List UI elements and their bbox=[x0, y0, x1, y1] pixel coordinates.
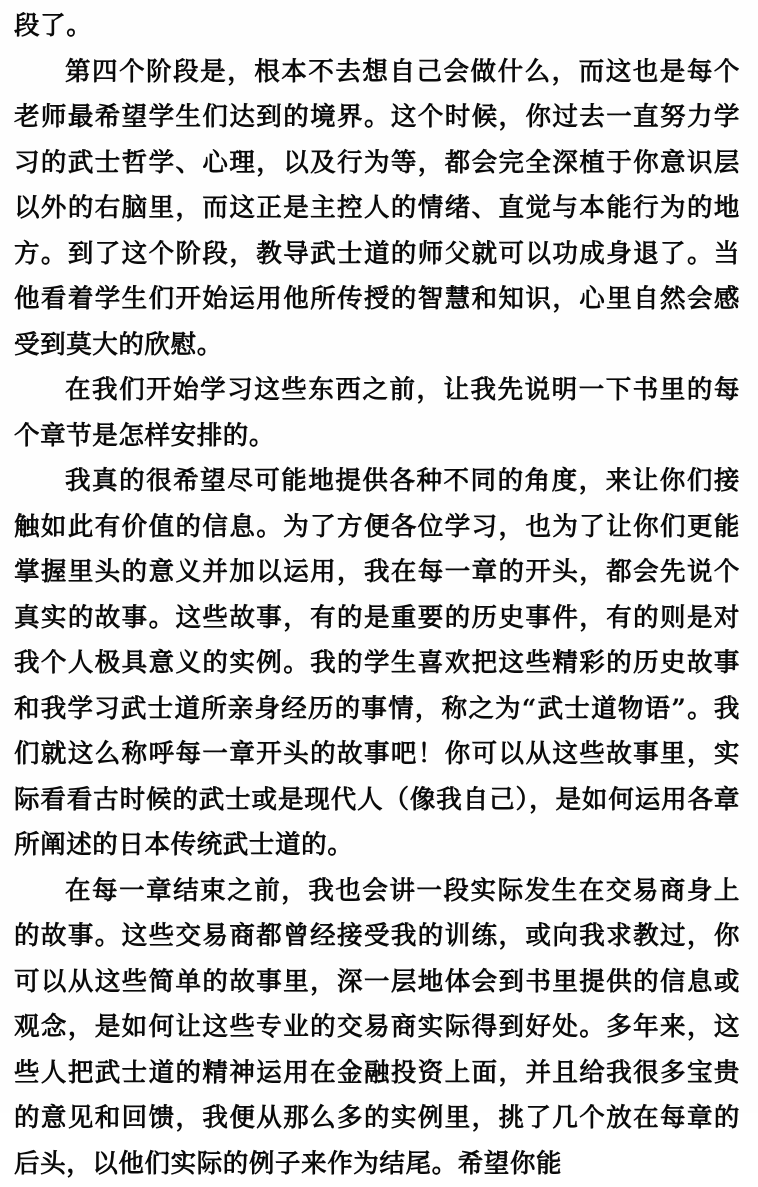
paragraph-2: 第四个阶段是，根本不去想自己会做什么，而这也是每个老师最希望学生们达到的境界。这个时候，你过去一直努力学习的武士哲学、心理，以及行为等，都会完全深植于你意识层以外的右脑里，而这正是主控人的情绪、直觉与本能行为的地方。到了这个阶段，教导武士道的师父就可以功成身退了。当他看着学生们开始运用他所传授的智慧和知识，心里自然会感受到莫大的欣慰。 bbox=[14, 50, 740, 369]
paragraph-4: 我真的很希望尽可能地提供各种不同的角度，来让你们接触如此有价值的信息。为了方便各位学习，也为了让你们更能掌握里头的意义并加以运用，我在每一章的开头，都会先说个真实的故事。这些故事，有的是重要的历史事件，有的则是对我个人极具意义的实例。我的学生喜欢把这些精彩的历史故事和我学习武士道所亲身经历的事情，称之为“武士道物语”。我们就这么称呼每一章开头的故事吧！你可以从这些故事里，实际看看古时候的武士或是现代人（像我自己），是如何运用各章所阐述的日本传统武士道的。 bbox=[14, 459, 740, 869]
paragraph-1: 段了。 bbox=[14, 4, 740, 50]
paragraph-5: 在每一章结束之前，我也会讲一段实际发生在交易商身上的故事。这些交易商都曾经接受我的训练，或向我求教过，你可以从这些简单的故事里，深一层地体会到书里提供的信息或观念，是如何让这些专业的交易商实际得到好处。多年来，这些人把武士道的精神运用在金融投资上面，并且给我很多宝贵的意见和回馈，我便从那么多的实例里，挑了几个放在每章的后头，以他们实际的例子来作为结尾。希望你能 bbox=[14, 869, 740, 1187]
page-body bbox=[14, 4, 740, 1187]
paragraph-3: 在我们开始学习这些东西之前，让我先说明一下书里的每个章节是怎样安排的。 bbox=[14, 368, 740, 459]
